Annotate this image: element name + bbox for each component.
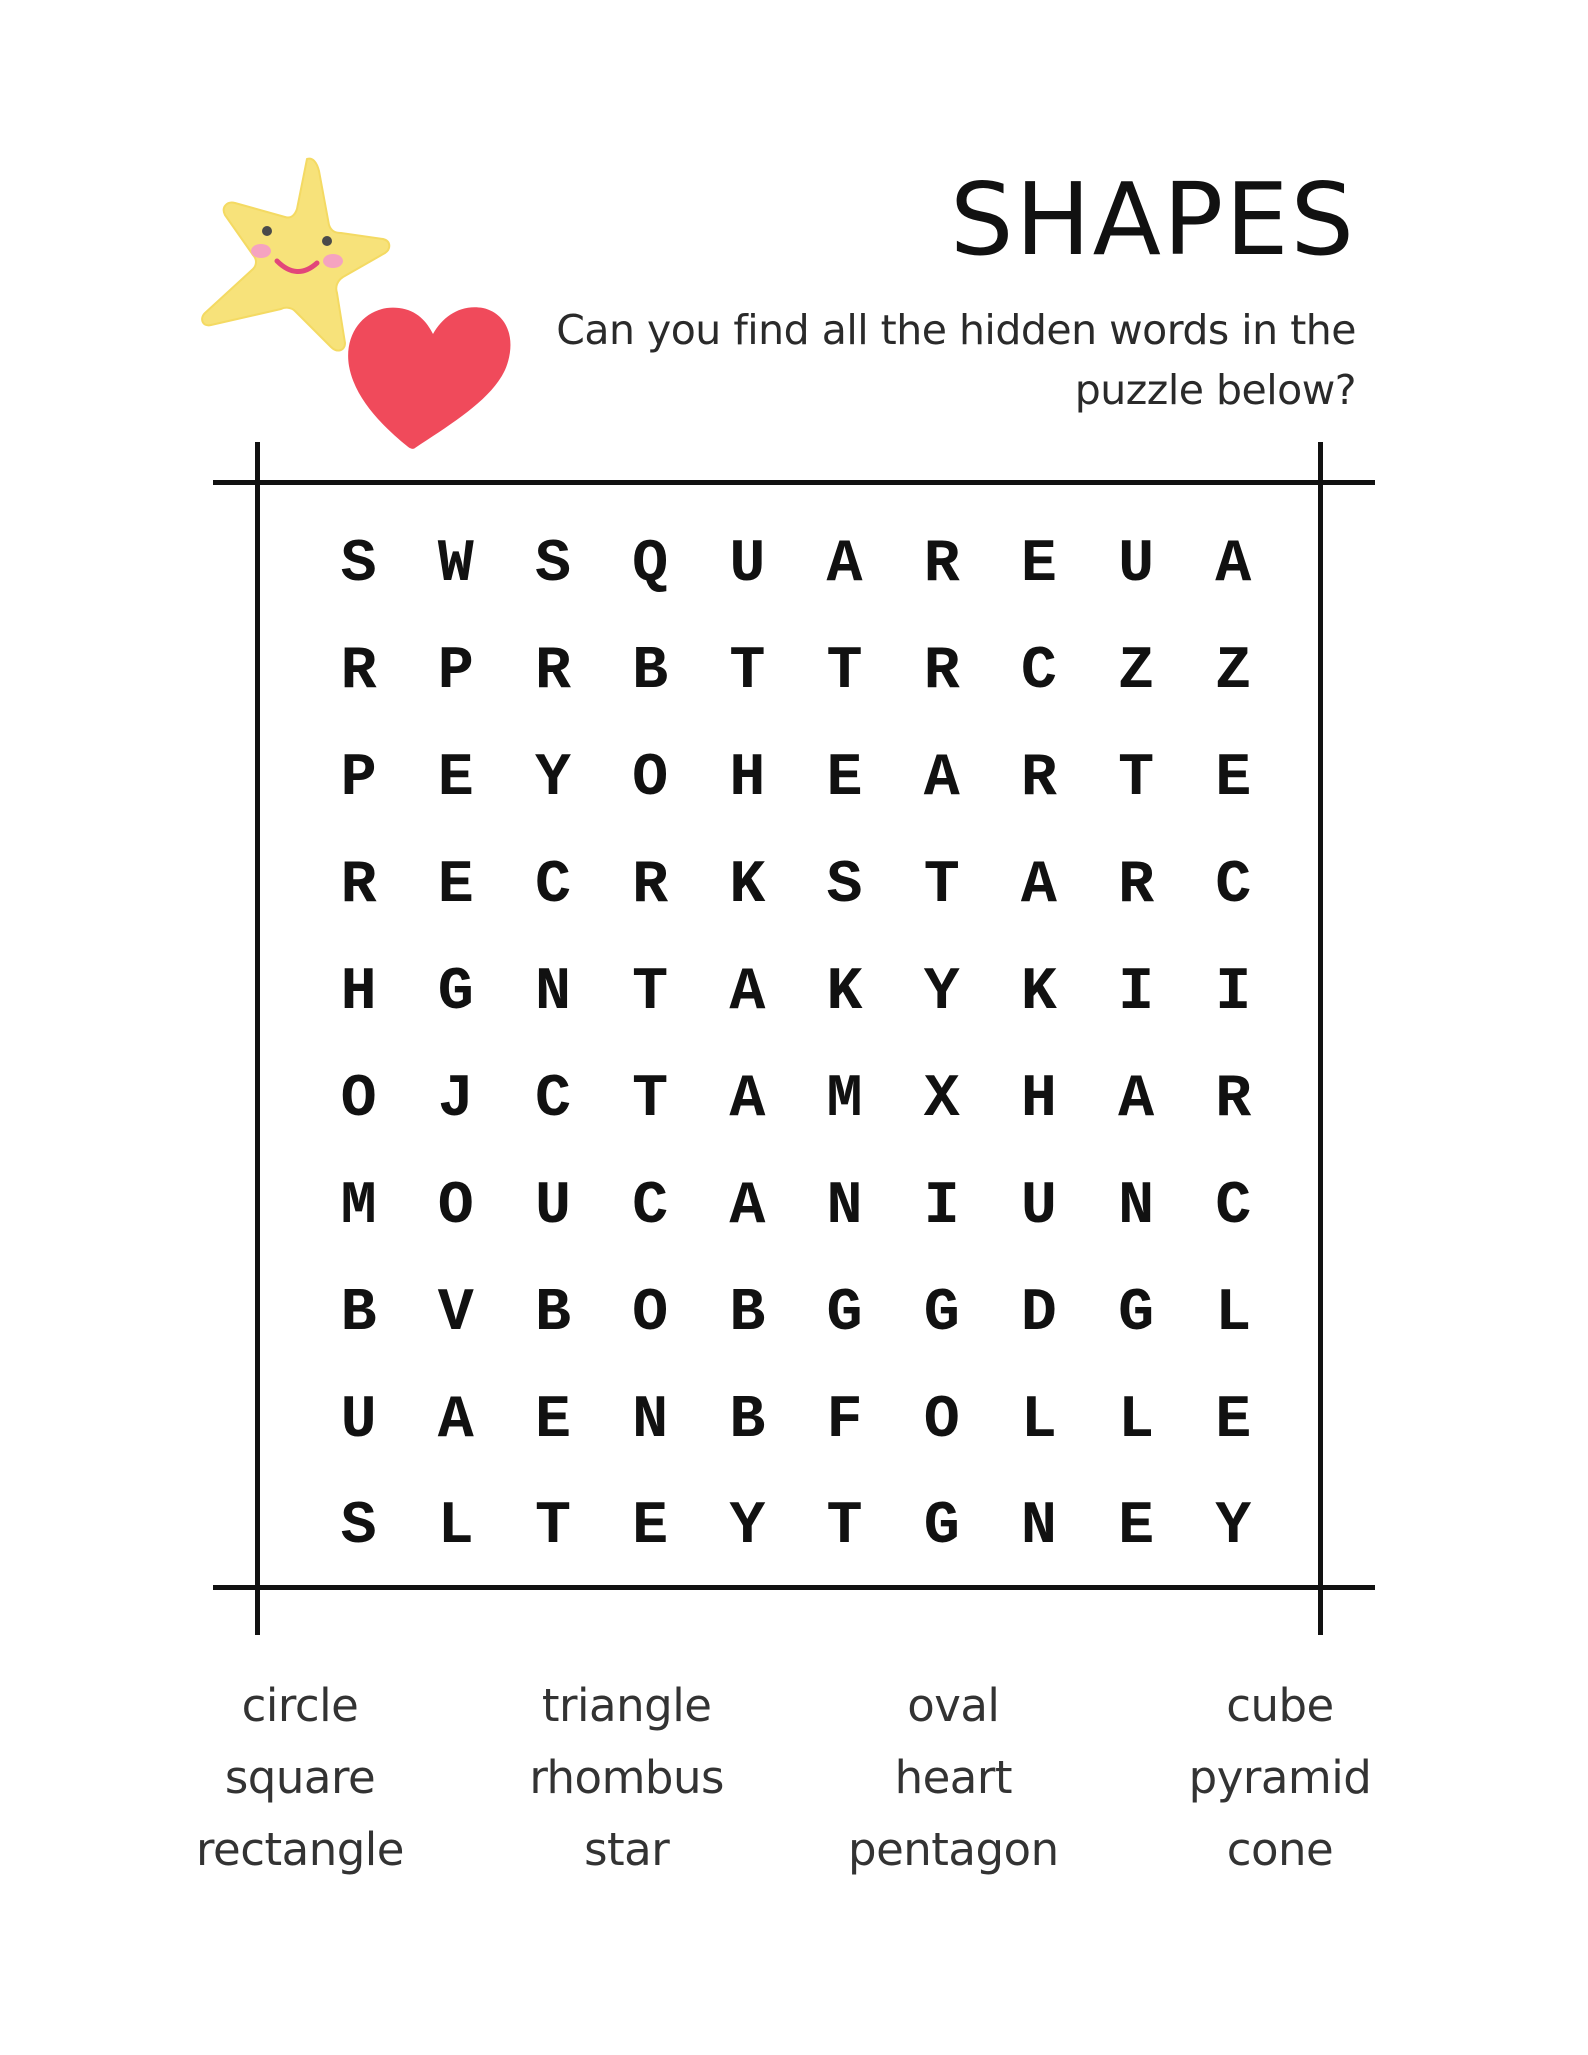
grid-letter: R bbox=[1118, 852, 1155, 921]
grid-letter: C bbox=[1020, 638, 1057, 707]
grid-letter: C bbox=[1215, 1172, 1252, 1241]
grid-letter: O bbox=[437, 1172, 474, 1241]
grid-letter: I bbox=[1118, 959, 1155, 1027]
grid-letter: T bbox=[1118, 745, 1155, 814]
grid-letter: R bbox=[534, 638, 571, 707]
grid-letter: C bbox=[1215, 852, 1252, 921]
grid-letter: Z bbox=[1215, 638, 1252, 707]
grid-letter: A bbox=[729, 1065, 766, 1134]
grid-letter: A bbox=[826, 531, 863, 600]
word-bank bbox=[150, 1670, 1430, 1886]
grid-letter: C bbox=[534, 1065, 571, 1134]
word-bank-item: pyramid bbox=[1188, 1751, 1372, 1804]
grid-letter: N bbox=[534, 959, 571, 1027]
word-column bbox=[1130, 1670, 1430, 1886]
page-title: SHAPES bbox=[949, 161, 1356, 278]
grid-letter: S bbox=[826, 852, 863, 921]
star-right-cheek bbox=[323, 254, 343, 268]
grid-letter: R bbox=[923, 638, 960, 707]
word-bank-item: triangle bbox=[541, 1679, 712, 1732]
grid-letter: B bbox=[632, 638, 669, 707]
grid-letter: N bbox=[632, 1386, 669, 1455]
frame-left-line bbox=[255, 442, 260, 1635]
word-bank-item: oval bbox=[907, 1679, 1000, 1732]
word-bank-item: cube bbox=[1226, 1679, 1334, 1732]
grid-letter: A bbox=[1118, 1065, 1155, 1134]
grid-letter: Q bbox=[632, 531, 669, 600]
grid-letter: U bbox=[340, 1386, 377, 1455]
grid-letter: X bbox=[923, 1065, 960, 1134]
star-left-cheek bbox=[251, 244, 271, 258]
grid-letter: E bbox=[1215, 745, 1252, 814]
word-bank-item: rhombus bbox=[529, 1751, 724, 1804]
grid-letter: T bbox=[826, 1493, 863, 1562]
grid-letter: U bbox=[534, 1172, 571, 1241]
grid-letter: G bbox=[923, 1279, 960, 1348]
grid-letter: C bbox=[632, 1172, 669, 1241]
grid-letter: E bbox=[534, 1386, 571, 1455]
grid-letter: E bbox=[437, 745, 474, 814]
grid-letter: T bbox=[632, 959, 669, 1027]
grid-letter: E bbox=[632, 1493, 669, 1562]
grid-letter: N bbox=[1020, 1493, 1057, 1562]
grid-letter: Y bbox=[534, 745, 571, 814]
grid-letter: O bbox=[632, 745, 669, 814]
grid-letter: Y bbox=[729, 1493, 766, 1562]
grid-letter: M bbox=[340, 1172, 377, 1241]
grid-letter: O bbox=[340, 1065, 377, 1134]
grid-letter: R bbox=[1020, 745, 1057, 814]
grid-letter: E bbox=[1020, 531, 1057, 600]
grid-letter: A bbox=[1215, 531, 1252, 600]
instructions-text: Can you find all the hidden words in the puzzle below? bbox=[556, 306, 1356, 414]
grid-letter: A bbox=[1020, 852, 1057, 921]
word-column bbox=[477, 1670, 777, 1886]
word-column bbox=[150, 1670, 450, 1886]
grid-letter: E bbox=[437, 852, 474, 921]
grid-letter: G bbox=[826, 1279, 863, 1348]
grid-letter: R bbox=[340, 638, 377, 707]
grid-letter: E bbox=[1215, 1386, 1252, 1455]
word-bank-item: pentagon bbox=[848, 1823, 1059, 1876]
word-bank-item: circle bbox=[241, 1679, 359, 1732]
word-bank-item: rectangle bbox=[196, 1823, 404, 1876]
grid-letter: P bbox=[437, 638, 474, 707]
grid-letter: N bbox=[826, 1172, 863, 1241]
grid-letter: A bbox=[729, 959, 766, 1027]
grid-letter: B bbox=[340, 1279, 377, 1348]
grid-letter: U bbox=[1118, 531, 1155, 600]
grid-letter: F bbox=[826, 1386, 863, 1455]
grid-letter: D bbox=[1020, 1279, 1057, 1348]
grid-letter: H bbox=[1020, 1065, 1057, 1134]
grid-letter: L bbox=[1118, 1386, 1155, 1455]
grid-letter: G bbox=[1118, 1279, 1155, 1348]
grid-letter: J bbox=[437, 1065, 474, 1134]
grid-letter: N bbox=[1118, 1172, 1155, 1241]
grid-letter: K bbox=[729, 852, 766, 921]
grid-letter: I bbox=[923, 1172, 960, 1241]
letter-grid bbox=[310, 512, 1282, 1581]
star-left-eye bbox=[262, 226, 272, 236]
grid-letter: K bbox=[826, 959, 863, 1027]
grid-letter: L bbox=[1215, 1279, 1252, 1348]
grid-letter: C bbox=[534, 852, 571, 921]
grid-letter: M bbox=[826, 1065, 863, 1134]
word-column bbox=[803, 1670, 1103, 1886]
grid-letter: W bbox=[437, 531, 474, 600]
frame-right-line bbox=[1318, 442, 1323, 1635]
grid-letter: E bbox=[826, 745, 863, 814]
grid-letter: T bbox=[826, 638, 863, 707]
grid-letter: S bbox=[340, 1493, 377, 1562]
grid-letter: Z bbox=[1118, 638, 1155, 707]
grid-letter: G bbox=[923, 1493, 960, 1562]
grid-letter: S bbox=[534, 531, 571, 600]
word-bank-item: star bbox=[584, 1823, 670, 1876]
grid-letter: Y bbox=[1215, 1493, 1252, 1562]
grid-letter: R bbox=[923, 531, 960, 600]
grid-letter: A bbox=[923, 745, 960, 814]
grid-letter: K bbox=[1020, 959, 1057, 1027]
word-bank-item: square bbox=[224, 1751, 376, 1804]
grid-letter: U bbox=[729, 531, 766, 600]
word-bank-item: cone bbox=[1226, 1823, 1334, 1876]
grid-letter: O bbox=[923, 1386, 960, 1455]
grid-letter: B bbox=[729, 1386, 766, 1455]
grid-letter: T bbox=[632, 1065, 669, 1134]
grid-letter: S bbox=[340, 531, 377, 600]
grid-letter: R bbox=[1215, 1065, 1252, 1134]
grid-letter: E bbox=[1118, 1493, 1155, 1562]
grid-letter: L bbox=[437, 1493, 474, 1562]
word-bank-item: heart bbox=[894, 1751, 1013, 1804]
grid-letter: O bbox=[632, 1279, 669, 1348]
grid-letter: Y bbox=[923, 959, 960, 1027]
grid-letter: L bbox=[1020, 1386, 1057, 1455]
grid-letter: T bbox=[534, 1493, 571, 1562]
grid-letter: G bbox=[437, 959, 474, 1027]
grid-letter: H bbox=[340, 959, 377, 1027]
grid-letter: I bbox=[1215, 959, 1252, 1027]
grid-letter: T bbox=[729, 638, 766, 707]
frame-bottom-line bbox=[213, 1585, 1375, 1590]
grid-letter: P bbox=[340, 745, 377, 814]
grid-letter: B bbox=[729, 1279, 766, 1348]
frame-top-line bbox=[213, 480, 1375, 485]
grid-letter: A bbox=[729, 1172, 766, 1241]
grid-letter: H bbox=[729, 745, 766, 814]
grid-letter: R bbox=[340, 852, 377, 921]
grid-letter: A bbox=[437, 1386, 474, 1455]
star-right-eye bbox=[322, 236, 332, 246]
grid-letter: T bbox=[923, 852, 960, 921]
grid-letter: B bbox=[534, 1279, 571, 1348]
grid-letter: U bbox=[1020, 1172, 1057, 1241]
grid-letter: V bbox=[437, 1279, 474, 1348]
grid-letter: R bbox=[632, 852, 669, 921]
